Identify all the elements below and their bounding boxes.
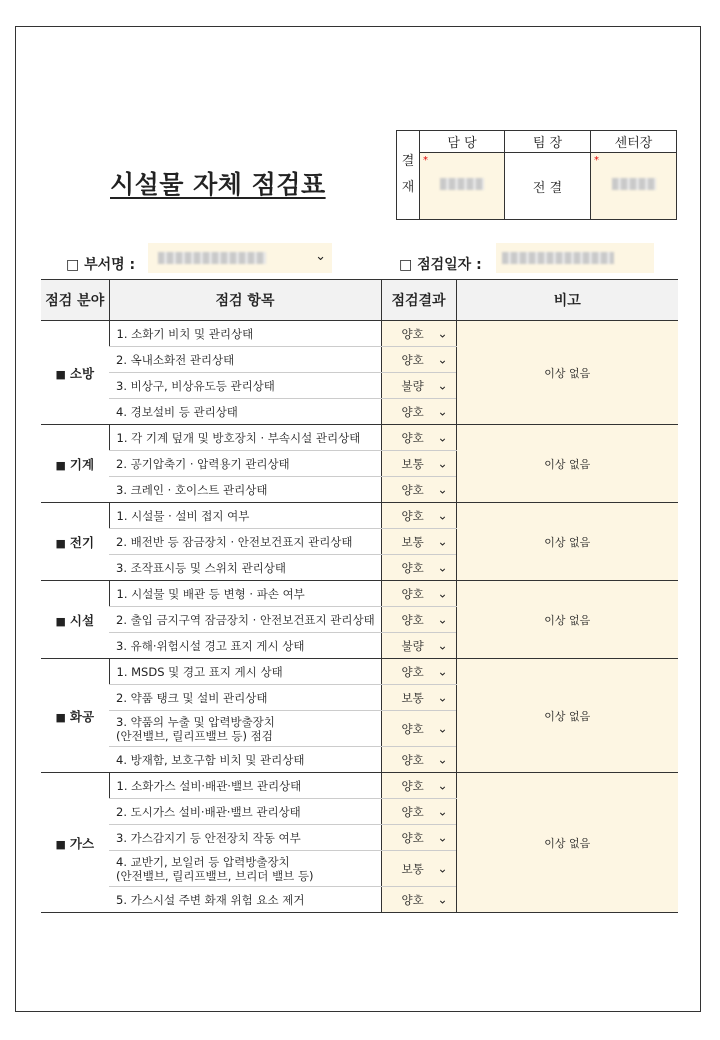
result-select[interactable] xyxy=(381,887,456,913)
chevron-down-icon: ⌄ xyxy=(437,377,448,392)
department-label: □ 부서명 : xyxy=(66,257,136,273)
table-row xyxy=(41,503,678,529)
note-cell[interactable]: 이상 없음 xyxy=(456,425,678,503)
result-select[interactable] xyxy=(381,581,456,607)
item-text: 4. 방재함, 보호구함 비치 및 관리상태 xyxy=(116,752,305,767)
item-cell xyxy=(109,529,381,555)
category-name: 기계 xyxy=(69,456,95,472)
category-marker: ■ xyxy=(55,536,66,550)
chevron-down-icon: ⌄ xyxy=(437,860,448,875)
approval-side-label xyxy=(397,131,420,220)
redacted-name xyxy=(612,178,656,190)
redacted-department xyxy=(158,252,266,264)
result-value: 양호 xyxy=(401,752,424,767)
category-marker: ■ xyxy=(55,458,66,472)
result-select[interactable] xyxy=(381,529,456,555)
item-text: 5. 가스시설 주변 화재 위험 요소 제거 xyxy=(116,892,305,907)
header-category: 점검 분야 xyxy=(41,280,109,321)
chevron-down-icon: ⌄ xyxy=(437,455,448,470)
chevron-down-icon: ⌄ xyxy=(437,403,448,418)
item-cell xyxy=(109,373,381,399)
item-text: 3. 비상구, 비상유도등 관리상태 xyxy=(116,378,275,393)
result-select[interactable] xyxy=(381,425,456,451)
item-text: 3. 조작표시등 및 스위치 관리상태 xyxy=(116,560,287,575)
category-name: 전기 xyxy=(69,534,95,550)
item-text: 2. 배전반 등 잠금장치 · 안전보건표지 관리상태 xyxy=(116,534,353,549)
approval-director-sign[interactable] xyxy=(591,153,677,220)
date-label: □ 점검일자 : xyxy=(399,257,482,273)
result-select[interactable] xyxy=(381,685,456,711)
chevron-down-icon: ⌄ xyxy=(437,559,448,574)
redacted-date xyxy=(502,252,614,264)
item-cell xyxy=(109,887,381,913)
item-text: 2. 옥내소화전 관리상태 xyxy=(116,352,235,367)
item-text-line2: (안전밸브, 릴리프밸브 등) 점검 xyxy=(116,728,273,743)
category-cell xyxy=(41,773,109,913)
result-value: 보통 xyxy=(401,534,424,549)
result-value: 양호 xyxy=(401,430,424,445)
chevron-down-icon: ⌄ xyxy=(437,507,448,522)
note-cell[interactable]: 이상 없음 xyxy=(456,773,678,913)
item-text: 2. 약품 탱크 및 설비 관리상태 xyxy=(116,690,268,705)
header-item: 점검 항목 xyxy=(109,280,381,321)
inspection-table xyxy=(41,279,678,913)
chevron-down-icon: ⌄ xyxy=(437,325,448,340)
chevron-down-icon: ⌄ xyxy=(437,689,448,704)
result-value: 불량 xyxy=(401,378,424,393)
category-name: 시설 xyxy=(69,612,95,628)
chevron-down-icon: ⌄ xyxy=(437,637,448,652)
chevron-down-icon: ⌄ xyxy=(437,351,448,366)
result-value: 양호 xyxy=(401,326,424,341)
result-value: 양호 xyxy=(401,778,424,793)
category-marker: ■ xyxy=(55,614,66,628)
category-cell xyxy=(41,503,109,581)
result-value: 양호 xyxy=(401,664,424,679)
item-text: 3. 유해·위험시설 경고 표지 게시 상태 xyxy=(116,638,305,653)
result-select[interactable] xyxy=(381,659,456,685)
chevron-down-icon: ⌄ xyxy=(437,829,448,844)
result-select[interactable] xyxy=(381,321,456,347)
item-cell xyxy=(109,451,381,477)
result-select[interactable] xyxy=(381,399,456,425)
approval-side-char: 재 xyxy=(401,180,415,195)
item-cell xyxy=(109,799,381,825)
table-row xyxy=(41,425,678,451)
result-value: 양호 xyxy=(401,508,424,523)
chevron-down-icon: ⌄ xyxy=(437,481,448,496)
note-cell[interactable]: 이상 없음 xyxy=(456,321,678,425)
category-name: 소방 xyxy=(69,365,95,381)
item-text: 2. 공기압축기 · 압력용기 관리상태 xyxy=(116,456,290,471)
chevron-down-icon: ⌄ xyxy=(437,891,448,906)
result-value: 보통 xyxy=(401,456,424,471)
item-cell xyxy=(109,711,381,747)
result-value: 양호 xyxy=(401,612,424,627)
item-cell xyxy=(109,851,381,887)
approval-staff-sign[interactable] xyxy=(420,153,505,220)
result-select[interactable] xyxy=(381,633,456,659)
item-text-line2: (안전밸브, 릴리프밸브, 브리더 밸브 등) xyxy=(116,868,314,883)
result-value: 양호 xyxy=(401,804,424,819)
item-cell xyxy=(109,685,381,711)
item-cell xyxy=(109,477,381,503)
result-value: 양호 xyxy=(401,721,424,736)
item-text: 2. 출입 금지구역 잠금장치 · 안전보건표지 관리상태 xyxy=(116,612,375,627)
chevron-down-icon: ⌄ xyxy=(437,663,448,678)
result-select[interactable] xyxy=(381,555,456,581)
result-value: 양호 xyxy=(401,352,424,367)
approval-header-director: 센터장 xyxy=(591,131,677,153)
category-cell xyxy=(41,425,109,503)
chevron-down-icon: ⌄ xyxy=(437,751,448,766)
category-marker: ■ xyxy=(55,367,66,381)
item-cell xyxy=(109,659,381,685)
item-text: 4. 교반기, 보일러 등 압력방출장치 xyxy=(116,854,290,869)
result-value: 양호 xyxy=(401,560,424,575)
result-value: 보통 xyxy=(401,690,424,705)
result-select[interactable] xyxy=(381,773,456,799)
item-cell xyxy=(109,399,381,425)
chevron-down-icon: ⌄ xyxy=(315,249,326,264)
result-value: 양호 xyxy=(401,586,424,601)
category-cell xyxy=(41,321,109,425)
item-cell xyxy=(109,503,381,529)
item-cell xyxy=(109,607,381,633)
note-cell[interactable]: 이상 없음 xyxy=(456,581,678,659)
chevron-down-icon: ⌄ xyxy=(437,533,448,548)
chevron-down-icon: ⌄ xyxy=(437,803,448,818)
item-cell xyxy=(109,773,381,799)
department-select[interactable] xyxy=(148,243,332,273)
header-note: 비고 xyxy=(456,280,678,321)
item-text: 1. 시설물 및 배관 등 변형 · 파손 여부 xyxy=(116,586,305,601)
table-row xyxy=(41,321,678,347)
approval-header-staff: 담 당 xyxy=(420,131,505,153)
required-mark: * xyxy=(423,155,428,166)
chevron-down-icon: ⌄ xyxy=(437,777,448,792)
result-value: 양호 xyxy=(401,830,424,845)
approval-side-char: 결 xyxy=(401,154,415,169)
redacted-name xyxy=(440,178,484,190)
item-cell xyxy=(109,633,381,659)
table-row xyxy=(41,659,678,685)
result-select[interactable] xyxy=(381,451,456,477)
item-text: 1. 소화기 비치 및 관리상태 xyxy=(116,326,254,341)
item-cell xyxy=(109,347,381,373)
item-text: 1. 소화가스 설비·배관·밸브 관리상태 xyxy=(116,778,302,793)
result-value: 불량 xyxy=(401,638,424,653)
item-cell xyxy=(109,425,381,451)
item-text: 2. 도시가스 설비·배관·밸브 관리상태 xyxy=(116,804,301,819)
result-select[interactable] xyxy=(381,373,456,399)
category-name: 화공 xyxy=(69,708,95,724)
item-cell xyxy=(109,581,381,607)
result-select[interactable] xyxy=(381,851,456,887)
item-cell xyxy=(109,555,381,581)
category-cell xyxy=(41,659,109,773)
item-text: 4. 경보설비 등 관리상태 xyxy=(116,404,238,419)
table-row xyxy=(41,773,678,799)
table-row xyxy=(41,581,678,607)
result-value: 양호 xyxy=(401,404,424,419)
result-select[interactable] xyxy=(381,825,456,851)
approval-teamlead-sign: 전 결 xyxy=(505,153,591,220)
result-value: 양호 xyxy=(401,482,424,497)
chevron-down-icon: ⌄ xyxy=(437,611,448,626)
result-select[interactable] xyxy=(381,503,456,529)
result-select[interactable] xyxy=(381,347,456,373)
date-field[interactable] xyxy=(496,243,654,273)
result-value: 보통 xyxy=(401,861,424,876)
item-cell xyxy=(109,321,381,347)
chevron-down-icon: ⌄ xyxy=(437,720,448,735)
category-marker: ■ xyxy=(55,710,66,724)
item-text: 1. 시설물 · 설비 접지 여부 xyxy=(116,508,250,523)
result-select[interactable] xyxy=(381,477,456,503)
item-text: 3. 약품의 누출 및 압력방출장치 xyxy=(116,714,275,729)
chevron-down-icon: ⌄ xyxy=(437,429,448,444)
item-text: 3. 가스감지기 등 안전장치 작동 여부 xyxy=(116,830,301,845)
result-select[interactable] xyxy=(381,607,456,633)
item-cell xyxy=(109,747,381,773)
category-marker: ■ xyxy=(55,837,66,851)
item-cell xyxy=(109,825,381,851)
page-title: 시설물 자체 점검표 xyxy=(110,170,326,199)
item-text: 1. 각 기계 덮개 및 방호장치 · 부속시설 관리상태 xyxy=(116,430,361,445)
item-text: 3. 크레인 · 호이스트 관리상태 xyxy=(116,482,268,497)
chevron-down-icon: ⌄ xyxy=(437,585,448,600)
result-value: 양호 xyxy=(401,892,424,907)
item-text: 1. MSDS 및 경고 표지 게시 상태 xyxy=(116,664,283,679)
note-cell[interactable]: 이상 없음 xyxy=(456,659,678,773)
result-select[interactable] xyxy=(381,799,456,825)
category-cell xyxy=(41,581,109,659)
approval-box xyxy=(396,130,677,220)
note-cell[interactable]: 이상 없음 xyxy=(456,503,678,581)
category-name: 가스 xyxy=(69,835,95,851)
approval-header-teamlead: 팀 장 xyxy=(505,131,591,153)
header-result: 점검결과 xyxy=(381,280,456,321)
result-select[interactable] xyxy=(381,747,456,773)
result-select[interactable] xyxy=(381,711,456,747)
required-mark: * xyxy=(594,155,599,166)
